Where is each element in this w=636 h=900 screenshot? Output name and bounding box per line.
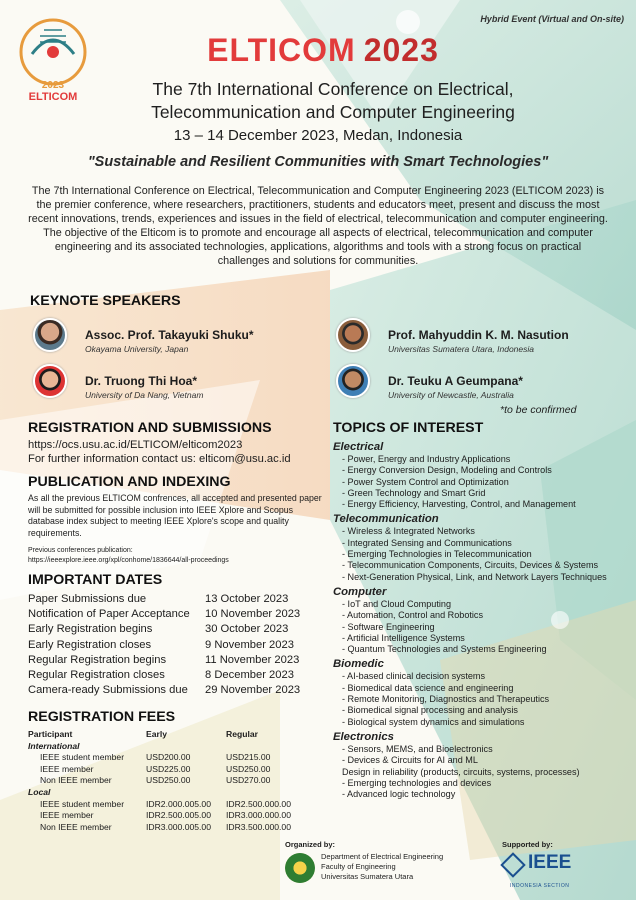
topic-item: - Power System Control and Optimization (342, 476, 509, 487)
date-row (28, 622, 300, 637)
usu-logo-icon (285, 853, 315, 883)
col-regular: Regular (226, 729, 258, 739)
topic-category-electrical: Electrical (333, 441, 384, 453)
organizer-faculty: Faculty of Engineering (321, 862, 396, 871)
topic-category-computer: Computer (333, 585, 387, 598)
fee-participant: IEEE student member (40, 752, 125, 763)
important-dates-list (28, 592, 300, 698)
topic-item: - Remote Monitoring, Diagnostics and Therapeutics (342, 694, 550, 705)
speaker-name: Dr. Teuku A Geumpana* (388, 374, 523, 388)
topic-item: - IoT and Cloud Computing (342, 598, 452, 609)
date-label: Paper Submissions due (28, 593, 147, 605)
topic-item: - Green Technology and Smart Grid (342, 487, 486, 498)
publication-heading: PUBLICATION AND INDEXING (28, 474, 231, 490)
fee-participant: IEEE student member (40, 798, 125, 809)
date-label: Camera-ready Submissions due (28, 684, 188, 697)
fee-row (28, 822, 291, 834)
topics-heading: TOPICS OF INTEREST (333, 420, 484, 436)
date-label: Early Registration begins (28, 623, 153, 636)
date-label: Regular Registration begins (28, 653, 167, 666)
date-row (28, 653, 300, 668)
registration-fees-heading: REGISTRATION FEES (28, 709, 176, 725)
registration-contact: For further information contact us: elticom@usu.ac.id (28, 453, 291, 465)
fee-early: USD250.00 (146, 775, 191, 786)
speaker-name: Prof. Mahyuddin K. M. Nasution (388, 328, 569, 342)
date-row (28, 592, 300, 607)
organizer-dept: Department of Electrical Engineering (321, 852, 444, 861)
topics-list (333, 438, 628, 800)
topic-item: - Biomedical signal processing and analysis (342, 705, 518, 716)
topic-item: - Next-Generation Physical, Link, and Network Layers Techniques (342, 571, 607, 582)
fee-row (28, 810, 291, 822)
organizer-university: Universitas Sumatera Utara (321, 872, 414, 881)
col-early: Early (146, 729, 168, 739)
date-row (28, 683, 300, 698)
fee-early: IDR3.000.005.00 (146, 821, 211, 832)
speaker-photo (33, 364, 67, 398)
fee-regular: USD250.00 (226, 763, 271, 774)
speaker-name: Assoc. Prof. Takayuki Shuku* (85, 328, 254, 342)
topic-item: - Telecommunication Components, Circuits, Devices & Systems (342, 560, 599, 571)
organizer-label: Organized by: (285, 840, 336, 849)
fee-participant: Non IEEE member (40, 775, 112, 786)
speaker-photo (33, 318, 67, 352)
topic-item: - Devices & Circuits for AI and ML (342, 755, 478, 766)
fee-regular: IDR2.500.000.00 (226, 798, 291, 809)
organizer-details (321, 852, 443, 882)
fee-regular: IDR3.500.000.00 (226, 821, 291, 832)
topic-item: - Quantum Technologies and Systems Engineering (342, 644, 547, 655)
title-line-2: Telecommunication and Computer Engineering (151, 102, 515, 122)
topic-category-telecommunication: Telecommunication (333, 513, 439, 526)
topic-item: - Advanced logic technology (342, 789, 456, 800)
logo-text: ELTICOM (28, 91, 78, 103)
fee-participant: Non IEEE member (40, 821, 112, 832)
date-label: Notification of Paper Acceptance (28, 608, 190, 621)
fee-regular: IDR3.000.000.00 (226, 810, 291, 821)
topic-item: - Emerging technologies and devices (342, 777, 492, 788)
date-value: 9 November 2023 (205, 638, 294, 651)
fee-group-local: Local (28, 786, 51, 797)
fee-early: USD225.00 (146, 763, 191, 774)
date-label: Early Registration closes (28, 638, 152, 651)
fee-participant: IEEE member (40, 810, 94, 821)
keynote-heading: KEYNOTE SPEAKERS (30, 293, 181, 309)
registration-info (28, 438, 291, 466)
topic-item: - Biomedical data science and engineering (342, 682, 514, 693)
date-value: 30 October 2023 (205, 623, 289, 636)
conference-description: The 7th International Conference on Electrical, Telecommunication and Computer Engineering 2023 (ELTICOM 2023) is the premier conference, where researchers, practitioners, students and educators meet, present and discuss the most recent innovations, trends, experiences and issues in the field of electrical, telecommunication and computer engineering. The objective of the Elticom is to promote and encourage all aspects of electrical, telecommunication and computer engineering and its associated technologies, applications, algorithms and tools with a strong focus on practical challenges and solutions for communities. (28, 185, 608, 267)
ieee-logo-text: IEEE (528, 852, 572, 873)
topic-item: - Biological system dynamics and simulations (342, 716, 525, 727)
topic-item: - AI-based clinical decision systems (342, 671, 486, 682)
fee-row (28, 764, 291, 776)
date-row (28, 638, 300, 653)
topic-item: - Sensors, MEMS, and Bioelectronics (342, 743, 493, 754)
fee-early: IDR2.500.005.00 (146, 810, 211, 821)
ieee-section-text: INDONESIA SECTION (510, 883, 570, 889)
to-be-confirmed-note: *to be confirmed (500, 404, 577, 416)
topic-category-electronics: Electronics (333, 730, 394, 743)
logo-year: 2023 (41, 80, 65, 91)
col-participant: Participant (28, 729, 73, 739)
publication-text: As all the previous ELTICOM confrences, all accepted and presented paper will be submitted for possible inclusion into IEEE Xplore and Scopus database index subject to meeting IEEE Xplore's scope and quality requirements. (28, 493, 322, 538)
fee-row (28, 799, 291, 811)
fee-header-row (28, 729, 291, 741)
speaker-affiliation: University of Da Nang, Vietnam (85, 390, 204, 400)
date-value: 11 November 2023 (205, 653, 300, 666)
registration-heading: REGISTRATION AND SUBMISSIONS (28, 420, 272, 436)
registration-fees-table (28, 729, 291, 833)
date-value: 8 December 2023 (205, 669, 294, 682)
fee-row (28, 752, 291, 764)
topic-item: - Artificial Intelligence Systems (342, 632, 465, 643)
date-row (28, 668, 300, 683)
speaker-photo (336, 318, 370, 352)
hybrid-event-label: Hybrid Event (Virtual and On-site) (480, 14, 624, 24)
supporter-label: Supported by: (502, 840, 553, 849)
date-row (28, 607, 300, 622)
topic-item: - Energy Conversion Design, Modeling and Controls (342, 465, 552, 476)
topic-item: - Software Engineering (342, 621, 435, 632)
fee-early: USD200.00 (146, 752, 191, 763)
topic-item: - Energy Efficiency, Harvesting, Control, and Management (342, 499, 576, 510)
speaker-affiliation: University of Newcastle, Australia (388, 390, 514, 400)
fee-group-international: International (28, 740, 80, 751)
date-value: 10 November 2023 (205, 608, 301, 621)
speaker-affiliation: Universitas Sumatera Utara, Indonesia (388, 344, 534, 354)
fee-participant: IEEE member (40, 763, 94, 774)
speaker-name: Dr. Truong Thi Hoa* (85, 374, 198, 388)
topic-item: - Emerging Technologies in Telecommunication (342, 549, 532, 560)
topic-item: - Wireless & Integrated Networks (342, 526, 475, 537)
title-line-1: The 7th International Conference on Electrical, (152, 79, 514, 99)
fee-row (28, 775, 291, 787)
brand-name: ELTICOM (207, 32, 356, 68)
conference-dates: 13 – 14 December 2023, Medan, Indonesia (173, 127, 463, 144)
fee-early: IDR2.000.005.00 (146, 798, 211, 809)
topic-category-biomedic: Biomedic (333, 658, 384, 671)
date-label: Regular Registration closes (28, 669, 165, 682)
fee-regular: USD270.00 (226, 775, 271, 786)
topic-item: - Power, Energy and Industry Applications (342, 454, 511, 464)
speaker-affiliation: Okayama University, Japan (85, 344, 189, 354)
topic-item: - Automation, Control and Robotics (342, 610, 484, 621)
topic-item: - Integrated Sensing and Communications (342, 537, 512, 548)
important-dates-heading: IMPORTANT DATES (28, 572, 163, 588)
date-value: 13 October 2023 (205, 593, 289, 605)
date-value: 29 November 2023 (205, 684, 301, 697)
organizer-block (285, 840, 444, 881)
conference-theme: "Sustainable and Resilient Communities with Smart Technologies" (87, 154, 549, 170)
conference-title (90, 78, 576, 124)
registration-url[interactable]: https://ocs.usu.ac.id/ELTICOM/elticom2023 (28, 439, 243, 451)
previous-publication-label: Previous conferences publication: (28, 547, 133, 554)
speaker-photo (336, 364, 370, 398)
brand-year: 2023 (363, 32, 439, 68)
topic-item: Design in reliability (products, circuits, systems, processes) (342, 766, 580, 777)
previous-publication (28, 546, 229, 566)
previous-publication-link[interactable]: https://ieeexplore.ieee.org/xpl/conhome/1836644/all-proceedings (28, 557, 229, 564)
brand-title (0, 32, 636, 69)
fee-regular: USD215.00 (226, 752, 271, 763)
